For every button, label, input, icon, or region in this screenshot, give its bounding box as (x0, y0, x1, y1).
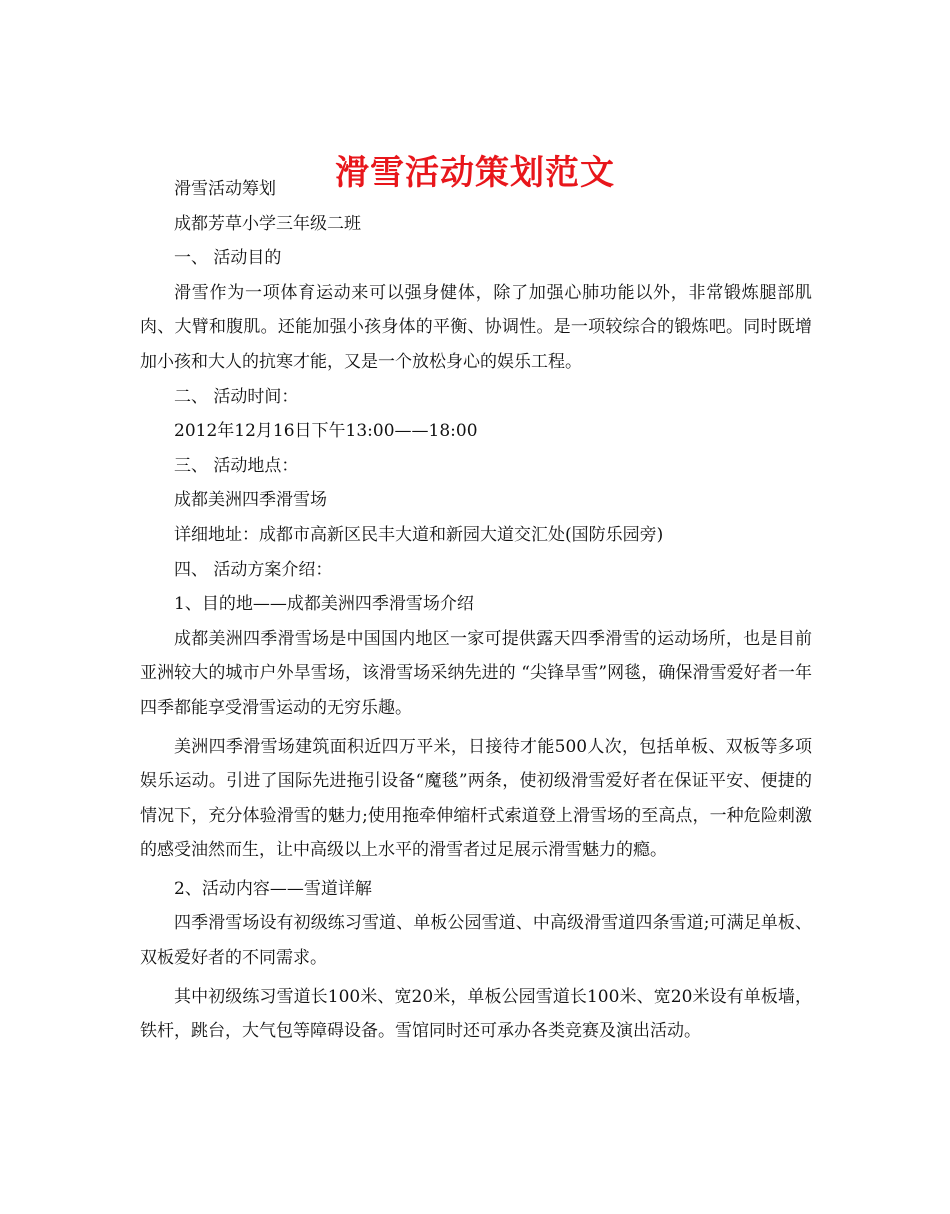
document-body (140, 172, 812, 1049)
paragraph-slopes-details: 其中初级练习雪道长100米、宽20米，单板公园雪道长100米、宽20米设有单板墙，铁杆，跳台，大气包等障碍设备。雪馆同时还可承办各类竞赛及演出活动。 (140, 986, 812, 1042)
doc-subtitle: 滑雪活动筹划 (174, 179, 276, 199)
paragraph-purpose: 滑雪作为一项体育运动来可以强身健体，除了加强心肺功能以外，非常锻炼腿部肌肉、大臂和腹肌。还能加强小孩身体的平衡、协调性。是一项较综合的锻炼吧。同时既增加小孩和大人的抗寒才能，又是一个放松身心的娱乐工程。 (140, 282, 812, 372)
section-heading-purpose: 一、 活动目的 (174, 248, 282, 269)
document-title: 滑雪活动策划范文 (335, 152, 615, 193)
paragraph-slopes-overview: 四季滑雪场设有初级练习雪道、单板公园雪道、中高级滑雪道四条雪道;可满足单板、双板爱好者的不同需求。 (140, 913, 812, 969)
subheading-activity-content: 2、活动内容——雪道详解 (174, 878, 372, 899)
paragraph-destination-intro: 成都美洲四季滑雪场是中国国内地区一家可提供露天四季滑雪的运动场所，也是目前亚洲较大的城市户外旱雪场，该滑雪场采纳先进的 “尖锋旱雪”网毯，确保滑雪爱好者一年四季都能享受滑雪运动的无穷乐趣。 (140, 628, 812, 718)
paragraph-address: 详细地址：成都市高新区民丰大道和新园大道交汇处(国防乐园旁) (174, 524, 664, 545)
section-heading-location: 三、 活动地点： (174, 455, 299, 476)
paragraph-location: 成都美洲四季滑雪场 (174, 490, 327, 511)
paragraph-time: 2012年12月16日下午13:00——18:00 (174, 421, 478, 442)
subheading-destination: 1、目的地——成都美洲四季滑雪场介绍 (174, 594, 474, 615)
section-heading-time: 二、 活动时间： (174, 386, 299, 407)
section-heading-plan: 四、 活动方案介绍： (174, 559, 333, 580)
doc-organizer: 成都芳草小学三年级二班 (174, 213, 361, 234)
paragraph-facility-details: 美洲四季滑雪场建筑面积近四万平米，日接待才能500人次，包括单板、双板等多项娱乐运动。引进了国际先进拖引设备“魔毯”两条，使初级滑雪爱好者在保证平安、便捷的情况下，充分体验滑雪的魅力;使用拖牵伸缩杆式索道登上滑雪场的至高点，一种危险刺激的感受油然而生，让中高级以上水平的滑雪者过足展示滑雪魅力的瘾。 (140, 736, 812, 861)
